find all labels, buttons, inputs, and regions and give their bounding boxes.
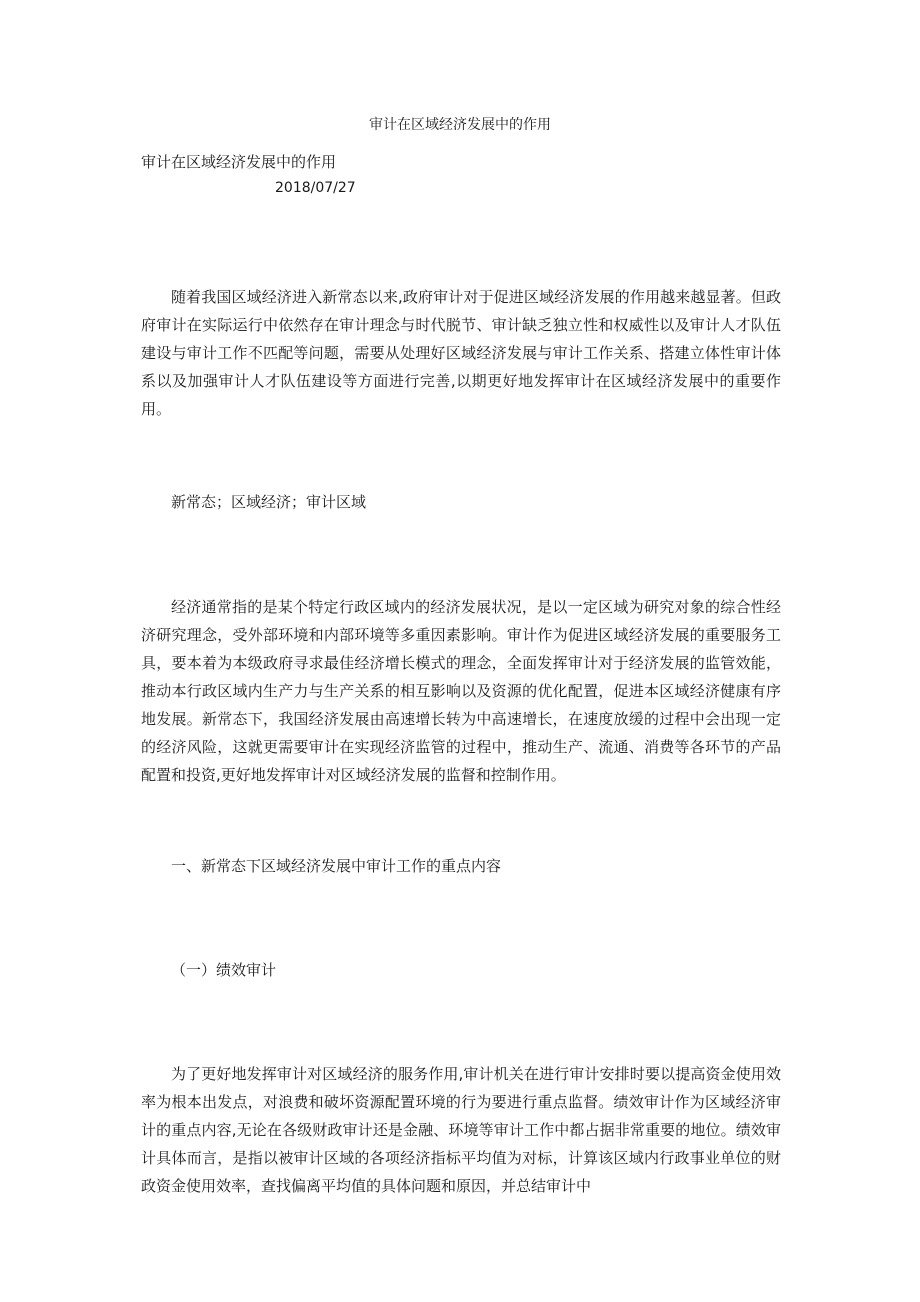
section-heading: 一、新常态下区域经济发展中审计工作的重点内容 (171, 857, 502, 875)
abstract-paragraph: 随着我国区域经济进入新常态以来,政府审计对于促进区域经济发展的作用越来越显著。但政府审计在实际运行中依然存在审计理念与时代脱节、审计缺乏独立性和权威性以及审计人才队伍建设与审计工作不匹配等问题，需要从处理好区域经济发展与审计工作关系、搭建立体性审计体系以及加强审计人才队伍建设等方面进行完善,以期更好地发挥审计在区域经济发展中的重要作用。 (141, 288, 781, 418)
publish-date: 2018/07/27 (275, 180, 356, 196)
keywords-line: 新常态；区域经济；审计区域 (171, 493, 367, 511)
running-header-title: 审计在区域经济发展中的作用 (369, 117, 551, 133)
document-title: 审计在区域经济发展中的作用 (141, 153, 337, 171)
body-paragraph: 为了更好地发挥审计对区域经济的服务作用,审计机关在进行审计安排时要以提高资金使用效率为根本出发点，对浪费和破坏资源配置环境的行为要进行重点监督。绩效审计作为区域经济审计的重点内容,无论在各级财政审计还是金融、环境等审计工作中都占据非常重要的地位。绩效审计具体而言，是指以被审计区域的各项经济指标平均值为对标，计算该区域内行政事业单位的财政资金使用效率，查找偏离平均值的具体问题和原因，并总结审计中 (141, 1065, 781, 1195)
subsection-heading: （一）绩效审计 (171, 961, 277, 979)
intro-paragraph: 经济通常指的是某个特定行政区域内的经济发展状况，是以一定区域为研究对象的综合性经济研究理念，受外部环境和内部环境等多重因素影响。审计作为促进区域经济发展的重要服务工具，要本着为本级政府寻求最佳经济增长模式的理念，全面发挥审计对于经济发展的监管效能，推动本行政区域内生产力与生产关系的相互影响以及资源的优化配置，促进本区域经济健康有序地发展。新常态下，我国经济发展由高速增长转为中高速增长，在速度放缓的过程中会出现一定的经济风险，这就更需要审计在实现经济监管的过程中，推动生产、流通、消费等各环节的产品配置和投资,更好地发挥审计对区域经济发展的监督和控制作用。 (141, 598, 781, 784)
